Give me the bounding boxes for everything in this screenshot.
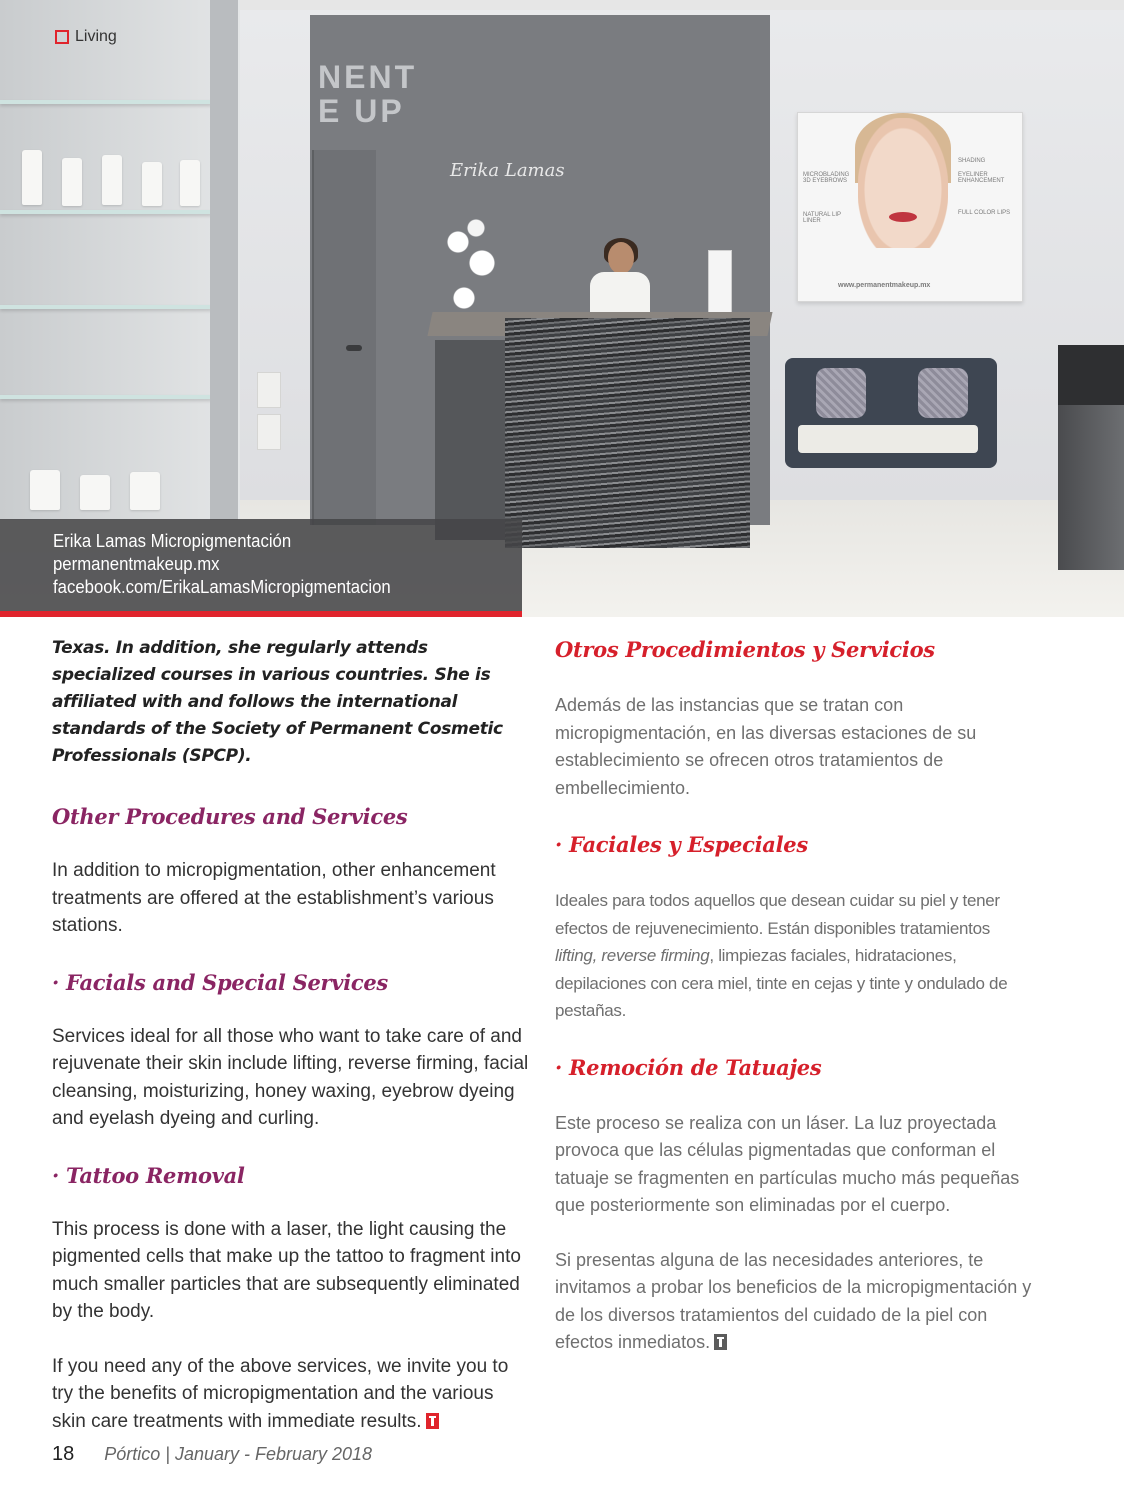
poster-label: SHADING — [958, 158, 986, 164]
section-label: Living — [75, 28, 117, 45]
cushion — [816, 368, 866, 418]
paragraph-facials: Services ideal for all those who want to take care of and rejuvenate their skin include lifting, reverse firming, facial cleansing, moisturizing, honey waxing, eyebrow dyeing and eyelash dyeing and curling. — [52, 1025, 529, 1129]
poster-label: MICROBLADING 3D EYEBROWS — [803, 172, 850, 184]
poster-label: NATURAL LIP LINER — [803, 212, 841, 224]
receptionist-head — [608, 242, 634, 274]
faciales-text-a: Ideales para todos aquellos que desean cuidar su piel y tener efectos de rejuvenecimiento. Están disponibles tratamientos — [555, 891, 1000, 938]
paragraph-otros-procedimientos: Además de las instancias que se tratan con micropigmentación, en las diversas estaciones de su establecimiento se ofrecen otros tratamientos de embellecimiento. — [555, 695, 977, 798]
heading-otros-procedimientos: Otros Procedimientos y Servicios — [555, 637, 935, 662]
product-box — [130, 472, 160, 510]
heading-remocion-tatuajes: · Remoción de Tatuajes — [555, 1054, 822, 1080]
page-number: 18 — [52, 1443, 75, 1465]
header-photo — [0, 0, 1124, 617]
product-box — [80, 475, 110, 510]
wall-lettering: NENT E UP — [318, 59, 418, 129]
photo-caption — [0, 519, 522, 617]
shelf — [0, 305, 212, 309]
faciales-emphasis: lifting, reverse firming — [555, 946, 710, 965]
end-mark-icon — [714, 1334, 727, 1350]
spanish-column — [555, 637, 1033, 1357]
product-bottle — [102, 155, 122, 205]
closing-text: If you need any of the above services, we invite you to try the benefits of micropigmentation and the various skin care treatments with immediate results. — [52, 1355, 509, 1432]
paragraph-other-procedures: In addition to micropigmentation, other enhancement treatments are offered at the establishment’s various stations. — [52, 860, 496, 936]
light-switch — [257, 372, 281, 408]
publication-info: Pórtico | January - February 2018 — [104, 1444, 373, 1464]
poster-lips — [889, 212, 917, 222]
wall-logo: Erika Lamas — [450, 160, 565, 181]
caption-facebook: facebook.com/ErikaLamasMicropigmentacion — [53, 577, 391, 597]
paragraph-cierre — [555, 1247, 1033, 1357]
faciales-text-b: , limpiezas faciales, hidrataciones, depilaciones con cera miel, tinte en cejas y tinte y ondulado de pestañas. — [555, 946, 1008, 1020]
bench-seat — [798, 425, 978, 453]
paragraph-remocion-tatuajes: Este proceso se realiza con un láser. La luz proyectada provoca que las células pigmentadas que conforman el tatuaje se fragmenten en partículas mucho más pequeñas que posteriormente son eliminadas por el cuerpo. — [555, 1112, 1020, 1215]
product-bottle — [180, 160, 200, 206]
shelf-frame — [210, 0, 238, 520]
paragraph-faciales — [555, 887, 1033, 1025]
monitor — [708, 250, 732, 314]
heading-tattoo-removal: · Tattoo Removal — [52, 1162, 245, 1188]
reception-desk — [505, 318, 750, 548]
shelf — [0, 210, 212, 214]
section-tag — [55, 28, 117, 46]
heading-facials: · Facials and Special Services — [52, 969, 388, 995]
display-shelves — [0, 0, 240, 520]
light-switch — [257, 414, 281, 450]
paragraph-tattoo-removal: This process is done with a laser, the light causing the pigmented cells that make up the tattoo to fragment into much smaller particles that are subsequently eliminated by the body. — [52, 1218, 521, 1322]
shelf — [0, 100, 212, 104]
heading-faciales: · Faciales y Especiales — [555, 832, 808, 857]
water-cooler-top — [1058, 345, 1124, 405]
product-bottle — [62, 158, 82, 206]
door — [312, 150, 376, 525]
caption-business-name: Erika Lamas Micropigmentación — [53, 531, 292, 551]
poster-label: FULL COLOR LIPS — [958, 210, 1011, 216]
heading-other-procedures: Other Procedures and Services — [52, 804, 408, 829]
shelf — [0, 395, 212, 399]
page-footer — [52, 1443, 372, 1466]
square-icon — [55, 30, 69, 44]
cierre-text: Si presentas alguna de las necesidades anteriores, te invitamos a probar los beneficios de la micropigmentación y de los diversos tratamientos del cuidado de la piel con efectos inmediatos. — [555, 1249, 1032, 1352]
poster-label: EYELINER ENHANCEMENT — [958, 172, 1005, 184]
english-column — [52, 635, 530, 1435]
door-handle — [346, 345, 362, 351]
poster-face — [858, 118, 948, 248]
product-bottle — [22, 150, 42, 205]
caption-website: permanentmakeup.mx — [53, 554, 220, 574]
intro-paragraph: Texas. In addition, she regularly attends specialized courses in various countries. She is affiliated with and follows the international standards of the Society of Permanent Cosmetic Professionals (SPCP). — [52, 638, 503, 766]
poster-url: www.permanentmakeup.mx — [838, 282, 931, 289]
product-bottle — [142, 162, 162, 206]
end-mark-icon — [426, 1413, 439, 1429]
product-box — [30, 470, 60, 510]
cushion — [918, 368, 968, 418]
paragraph-closing — [52, 1353, 530, 1436]
